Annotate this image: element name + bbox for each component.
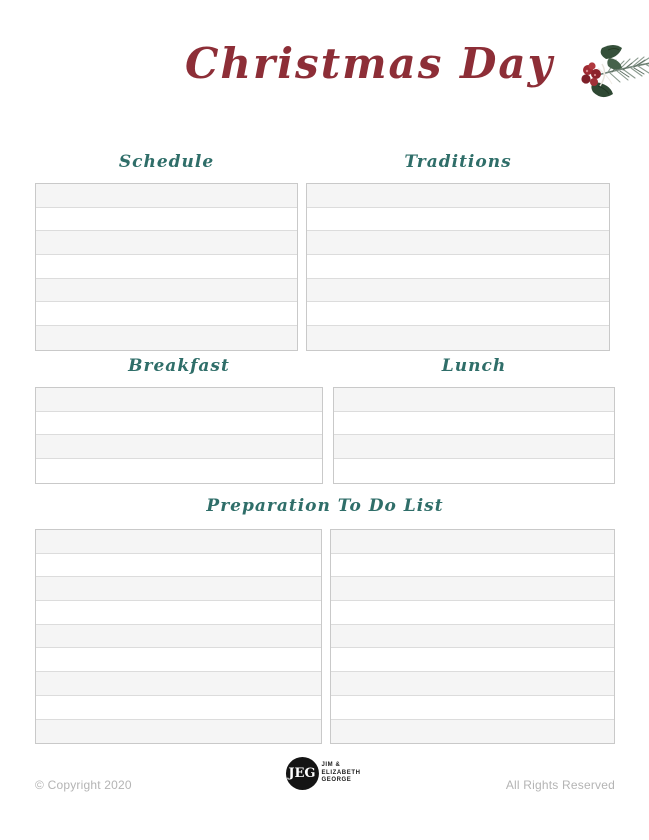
fill-in-row (36, 648, 321, 672)
traditions-heading: Traditions (404, 152, 512, 172)
fill-in-row (331, 577, 614, 601)
fill-in-row (36, 412, 322, 436)
fill-in-row (36, 231, 297, 255)
fill-in-row (331, 672, 614, 696)
fill-in-row (307, 279, 609, 303)
fill-in-row (36, 696, 321, 720)
fill-in-row (331, 554, 614, 578)
fill-in-row (36, 208, 297, 232)
fill-in-row (334, 412, 614, 436)
fill-in-row (307, 184, 609, 208)
preparation-heading: Preparation To Do List (206, 496, 444, 516)
fill-in-row (331, 696, 614, 720)
fill-in-row (36, 554, 321, 578)
lunch-heading: Lunch (441, 356, 507, 376)
fill-in-row (307, 302, 609, 326)
fill-in-row (334, 388, 614, 412)
fill-in-row (331, 601, 614, 625)
fill-in-row (36, 279, 297, 303)
traditions-table (306, 183, 610, 351)
lunch-table (333, 387, 615, 484)
logo-name-line: GEORGE (321, 777, 352, 784)
schedule-heading: Schedule (118, 152, 215, 172)
fill-in-row (334, 459, 614, 483)
fill-in-row (331, 648, 614, 672)
fill-in-row (331, 625, 614, 649)
breakfast-heading: Breakfast (128, 356, 230, 376)
preparation-table-right (330, 529, 615, 744)
fill-in-row (36, 577, 321, 601)
fill-in-row (36, 255, 297, 279)
fill-in-row (331, 720, 614, 744)
schedule-table (35, 183, 298, 351)
fill-in-row (36, 184, 297, 208)
fill-in-row (307, 326, 609, 350)
fill-in-row (36, 459, 322, 483)
jeg-logo-name (321, 762, 360, 785)
logo-name-line: JIM & (321, 762, 341, 769)
rights-text: All Rights Reserved (505, 778, 615, 792)
fill-in-row (36, 720, 321, 744)
holly-pine-sprig-icon (568, 40, 649, 104)
fill-in-row (334, 435, 614, 459)
fill-in-row (331, 530, 614, 554)
preparation-table-left (35, 529, 322, 744)
fill-in-row (307, 231, 609, 255)
fill-in-row (307, 255, 609, 279)
fill-in-row (36, 326, 297, 350)
fill-in-row (36, 625, 321, 649)
fill-in-row (307, 208, 609, 232)
breakfast-table (35, 387, 323, 484)
fill-in-row (36, 302, 297, 326)
fill-in-row (36, 530, 321, 554)
jeg-monogram: JEG (285, 757, 318, 790)
copyright-text: © Copyright 2020 (35, 778, 132, 792)
fill-in-row (36, 672, 321, 696)
jeg-logo (285, 757, 360, 790)
fill-in-row (36, 388, 322, 412)
fill-in-row (36, 435, 322, 459)
logo-name-line: ELIZABETH (321, 769, 361, 776)
page-title: Christmas Day (185, 39, 555, 88)
page-header (185, 34, 649, 104)
fill-in-row (36, 601, 321, 625)
